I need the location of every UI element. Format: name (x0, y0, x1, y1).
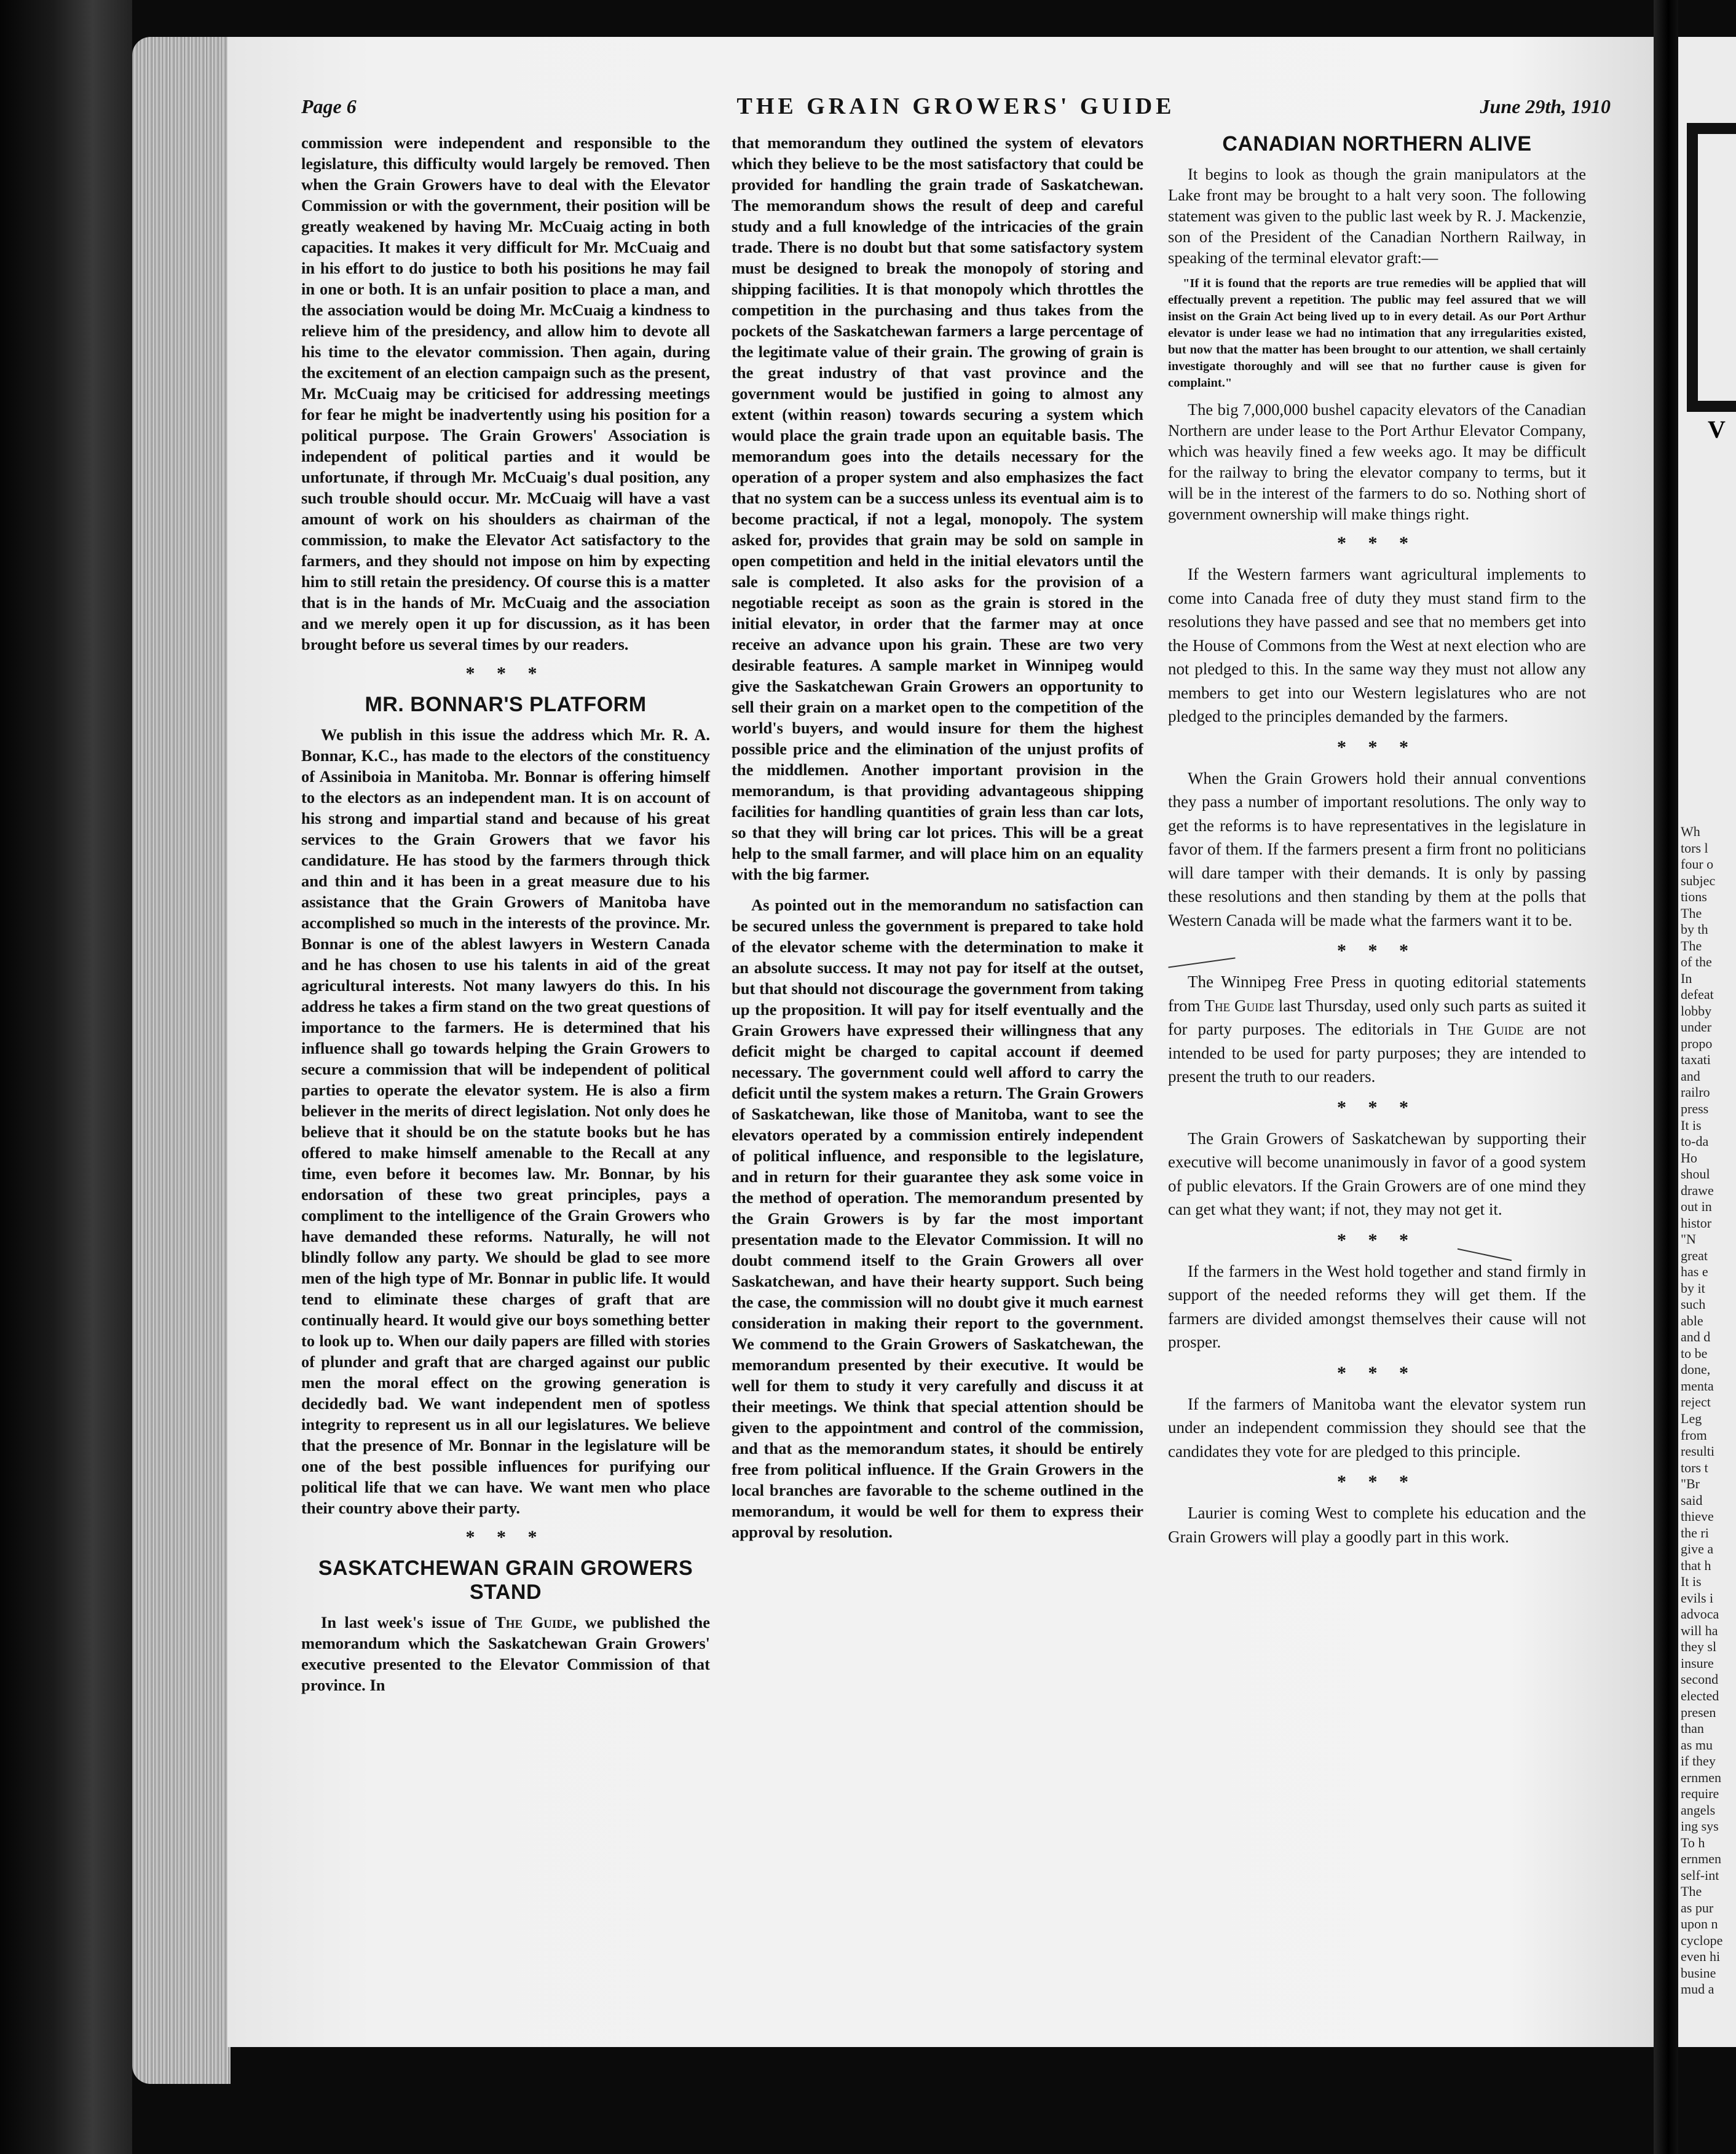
adjacent-text-fragment: than (1681, 1721, 1704, 1736)
quotation-text: "If it is found that the reports are true remedies will be applied that will effectually prevent a repetition. The public may feel assured that we will insist on the Grain Act being lived up to in every detail. As our Port Arthur elevator is under lease we had no intimation that any irregularities existed, but now that the matter has been brought to our attention, we shall certainly investigate thoroughly and will see that no further cause is given for complaint." (1168, 277, 1586, 390)
editorial-note: When the Grain Growers hold their annual conventions they pass a number of important resolutions. The only way to get the reforms is to have representatives in the legislature in favor of them. If the farmers present a firm front no politicians will dare tamper with their demands. It is only by passing these resolutions and then standing by them at the polls that Western Canada will be made what the farmers want it to be. (1168, 768, 1586, 929)
adjacent-text-fragment: give a (1681, 1541, 1714, 1556)
adjacent-text-fragment: The (1681, 1884, 1702, 1899)
text-run: are not intended to be used for party purposes; they are intended to present the truth to our readers. (1168, 1020, 1586, 1086)
ornamental-letter (1687, 123, 1736, 412)
guide-name: The Guide (495, 1613, 573, 1631)
text-run: In last week's issue of (321, 1613, 495, 1631)
adjacent-text-fragment: under (1681, 1019, 1712, 1035)
adjacent-text-fragment: "N (1681, 1231, 1696, 1247)
adjacent-text-fragment: The (1681, 905, 1702, 921)
adjacent-text-fragment: defeat (1681, 987, 1714, 1002)
article-paragraph (301, 1612, 710, 1695)
adjacent-text-fragment: elected (1681, 1688, 1719, 1703)
adjacent-text-fragment: subjec (1681, 873, 1716, 888)
adjacent-text-fragment: self-int (1681, 1868, 1719, 1883)
article-paragraph: that memorandum they outlined the system of elevators which they believe to be the most satisfactory that could be provided for handling the grain trade of Saskatchewan. The memorandum shows the result of deep and careful study and a full knowledge of the intricacies of the grain trade. There is no doubt but that some satisfactory system must be designed to break the monopoly of storing and shipping facilities. It is that monopoly which throttles the competition in the purchasing and thus takes from the pockets of the Saskatchewan farmers a large percentage of the legitimate value of their grain. The growing of grain is the great industry of that vast province and the government would be justified in going to almost any extent (within reason) towards securing a system which would place the grain trade upon an equitable basis. The memorandum goes into the details necessary for the operation of a proper system and also emphasizes the fact that no system can be a success unless its eventual aim is to become practical, if not a legal, monopoly. The system asked for, provides that grain may be sold on sample in open competition and held in the initial elevators until the sale is completed. It also asks for the provision of a negotiable receipt as soon as the grain is stored in the initial elevator, in order that the farmer may at once receive an advance upon his grain. These are two very desirable features. A sample market in Winnipeg would give the Saskatchewan Grain Growers an opportunity to sell their grain on a market open to the competition of the world's buyers, and would insure for them the highest possible price and the elimination of the unjust profits of the middlemen. Another important provision in the memorandum, is that providing advantageous shipping facilities for handling quantities of grain less than car lots, so that they will bring car lot prices. This will be a great help to the small farmer, and will place him on an equality with the big farmer. (732, 133, 1143, 883)
issue-date: June 29th, 1910 (1480, 95, 1611, 117)
adjacent-text-fragment: It is (1681, 1574, 1702, 1589)
page-number: Page 6 (301, 95, 357, 117)
guide-name: The Guide (1204, 996, 1274, 1015)
text-run: , we published the memorandum which the Saskatchewan Grain Growers' executive presented to the Elevator Commission of that province. In (301, 1613, 710, 1694)
adjacent-text-fragment: insure (1681, 1655, 1714, 1671)
article-paragraph: It begins to look as though the grain manipulators at the Lake front may be brought to a halt very soon. The following statement was given to the public last week by R. J. Mackenzie, son of the President of the Canadian Northern Railway, in speaking of the terminal elevator graft:— (1168, 165, 1586, 267)
article-heading: SASKATCHEWAN GRAIN GROWERS STAND (318, 1556, 693, 1604)
adjacent-text-fragment: tions (1681, 889, 1707, 904)
adjacent-text-fragment: "Br (1681, 1476, 1700, 1491)
adjacent-text-fragment: ing sys (1681, 1818, 1719, 1834)
adjacent-text-fragment: busine (1681, 1965, 1716, 1981)
article-paragraph: commission were independent and responsible to the legislature, this difficulty would largely be removed. Then when the Grain Growers have to deal with the Elevator Commission or with the government, their position will be greatly weakened by having Mr. McCuaig acting in both capacities. It makes it very difficult for Mr. McCuaig and in his effort to do justice to both his positions he may fail in one or both. It is an unfair position to place a man, and the association would be doing Mr. McCuaig a kindness to relieve him of the presidency, and allow him to devote all his time to the elevator commission. Then again, during the excitement of an election campaign such as the present, Mr. McCuaig may be criticised for addressing meetings for fear he might be inadvertently using his position for a political purpose. The Grain Growers' Association is independent of political parties and it would be unfortunate, if through Mr. McCuaig's dual position, any such trouble should occur. Mr. McCuaig will have a vast amount of work on his shoulders as chairman of the commission, to make the Elevator Act satisfactory to the farmers, and they should not impose on him by expecting him to still retain the presidency. Of course this is a matter that is in the hands of Mr. McCuaig and the association and we merely open it up for discussion, as it has been brought before us several times by our readers. (301, 133, 710, 653)
article-paragraph: As pointed out in the memorandum no satisfaction can be secured unless the government is prepared to take hold of the elevator scheme with the determination to make it an absolute success. It may not pay for itself at the outset, but that should not discourage the government from taking up the proposition. It will pay for itself eventually and the Grain Growers have expressed their willingness that any deficit might be charged to capital account if deemed necessary. The government could well afford to carry the deficit until the system makes a return. The Grain Growers of Saskatchewan, like those of Manitoba, want to see the elevators operated by a commission entirely independent of political influence, and responsible to the legislature, and in return for their guarantee they ask some voice in the method of operation. The memorandum presented by the Grain Growers is by far the most important presentation made to the Elevator Commission. It will no doubt commend itself to the Grain Growers all over Saskatchewan, and have their hearty support. Such being the case, the commission will no doubt give it much earnest consideration in making their report to the government. We commend to the Grain Growers of Saskatchewan, the memorandum presented by their executive. It would be well for them to study it very carefully and discuss it at their meetings. We think that special attention should be given to the appointment and control of the commission, and that as the memorandum states, it should be entirely free from political influence. If the Grain Growers in the local branches are favorable to the scheme outlined in the memorandum, it would be well for them to express their approval by resolution. (732, 896, 1143, 1541)
adjacent-text-fragment: even hi (1681, 1949, 1721, 1964)
adjacent-text-fragment: taxati (1681, 1052, 1711, 1067)
section-divider: * * * (465, 663, 546, 684)
page-header (301, 95, 1611, 132)
adjacent-text-fragment: and d (1681, 1329, 1711, 1344)
adjacent-text-fragment: lobby (1681, 1003, 1712, 1019)
text-run: last Thursday, used only such parts as suited it for party purposes. The editorials in (1168, 996, 1586, 1038)
adjacent-text-fragment: tors l (1681, 840, 1708, 856)
adjacent-text-fragment: propo (1681, 1036, 1713, 1051)
section-divider: * * * (1337, 1472, 1417, 1492)
adjacent-text-fragment: mud a (1681, 1981, 1714, 1997)
guide-name: The Guide (1447, 1020, 1524, 1038)
adjacent-text-fragment: out in (1681, 1199, 1712, 1214)
section-divider: * * * (1337, 533, 1417, 553)
adjacent-text-fragment: they sl (1681, 1639, 1717, 1654)
adjacent-text-fragment: able (1681, 1313, 1703, 1328)
adjacent-text-fragment: reject (1681, 1394, 1711, 1410)
adjacent-text-fragment: thieve (1681, 1509, 1714, 1524)
adjacent-text-fragment: angels (1681, 1802, 1716, 1818)
adjacent-text-fragment: upon n (1681, 1916, 1718, 1931)
adjacent-text-fragment: resulti (1681, 1443, 1714, 1459)
adjacent-text-fragment: tors t (1681, 1460, 1708, 1475)
adjacent-text-fragment: presen (1681, 1705, 1716, 1720)
editorial-note (1168, 970, 1586, 1089)
adjacent-text-fragment: four o (1681, 856, 1714, 872)
editorial-note: If the Western farmers want agricultural implements to come into Canada free of duty they must stand firm to the resolutions they have passed and see that no members get into the House of Commons from the West at next election who are not pledged to this. In the same way they must not allow any members to get into our Western legislatures who are not pledged to the principles demanded by the farmers. (1168, 565, 1586, 725)
adjacent-text-fragment: will ha (1681, 1623, 1718, 1638)
adjacent-text-fragment: great (1681, 1248, 1708, 1263)
article-heading: CANADIAN NORTHERN ALIVE (1222, 132, 1532, 156)
adjacent-text-fragment: said (1681, 1493, 1703, 1508)
book-page-edges (132, 37, 231, 2084)
adjacent-text-fragment: and (1681, 1068, 1700, 1084)
article-heading: MR. BONNAR'S PLATFORM (365, 693, 647, 716)
text-run: The Winnipeg Free Press in quoting editorial statements from (1168, 972, 1586, 1015)
adjacent-page-fragment (1678, 37, 1736, 2047)
adjacent-text-fragment: from (1681, 1427, 1707, 1443)
adjacent-text-fragment: to-da (1681, 1134, 1709, 1149)
section-divider: * * * (1337, 1229, 1417, 1250)
section-divider: * * * (1337, 736, 1417, 757)
adjacent-text-fragment: ernmen (1681, 1851, 1721, 1866)
adjacent-text-fragment: has e (1681, 1264, 1708, 1279)
section-divider: * * * (1337, 941, 1417, 961)
editorial-note: If the farmers of Manitoba want the elevator system run under an independent commission they should see that the candidates they vote for are pledged to this principle. (1168, 1394, 1586, 1461)
newspaper-page (227, 37, 1654, 2047)
adjacent-text-fragment: by th (1681, 921, 1708, 937)
adjacent-text-fragment: second (1681, 1671, 1719, 1687)
adjacent-text-fragment: if they (1681, 1753, 1716, 1769)
adjacent-text-fragment: press (1681, 1101, 1709, 1116)
adjacent-text-fragment: as mu (1681, 1737, 1713, 1753)
adjacent-text-fragment: histor (1681, 1215, 1712, 1231)
adjacent-text-fragment: Wh (1681, 824, 1700, 839)
adjacent-text-fragment: by it (1681, 1280, 1705, 1296)
adjacent-text-fragment: shoul (1681, 1166, 1710, 1182)
adjacent-text-fragment: advoca (1681, 1606, 1719, 1622)
article-paragraph: We publish in this issue the address which Mr. R. A. Bonnar, K.C., has made to the electors of the constituency of Assiniboia in Manitoba. Mr. Bonnar is offering himself to the electors as an independent man. It is on account of his strong and impartial stand and because of his great services to the Grain Growers that we favor his candidature. He has stood by the farmers through thick and thin and it has been in a great measure due to his assistance that the Grain Growers of Manitoba have accomplished so much in the interests of the province. Mr. Bonnar is one of the ablest lawyers in Western Canada and he has chosen to use his talents in aid of the great agricultural interests. Not many lawyers do this. In his address he takes a firm stand on the two great questions of importance to the farmers. He is determined that his influence shall go towards helping the Grain Growers to secure a commission that will be independent of political parties to operate the elevator system. He is also a firm believer in the merits of direct legislation. Not only does he believe that it should be on the statute books but he has offered to make himself amenable to the Recall at any time, even before it becomes law. Mr. Bonnar, by his endorsation of these two great principles, pays a compliment to the intelligence of the Grain Growers who have demanded these reforms. Naturally, he will not blindly follow any party. We should be glad to see more men of the high type of Mr. Bonnar in public life. It would tend to eliminate these charges of graft that are continually heard. It would give our boys something better to look up to. When our daily papers are filled with stories of plunder and graft that are charged against our public men the moral effect on the growing generation is decidedly bad. We want independent men of spotless integrity to represent us in all our legislatures. We believe that the presence of Mr. Bonnar in the legislature will be one of the best possible influences for purifying our political life that we can have. We want men who place their country above their party. (301, 725, 710, 1517)
adjacent-letter: V (1708, 416, 1726, 443)
section-divider: * * * (1337, 1097, 1417, 1118)
editorial-note: Laurier is coming West to complete his education and the Grain Growers will play a goodly part in this work. (1168, 1504, 1586, 1546)
adjacent-text-fragment: drawe (1681, 1183, 1714, 1198)
adjacent-text-fragment: to be (1681, 1346, 1708, 1361)
adjacent-text-fragment: the ri (1681, 1525, 1709, 1541)
quotation-block (1168, 275, 1586, 392)
editorial-note: If the farmers in the West hold together and stand firmly in support of the needed reforms they will get them. If the farmers are divided amongst themselves their cause will not prosper. (1168, 1261, 1586, 1351)
adjacent-text-fragment: as pur (1681, 1900, 1714, 1915)
adjacent-text-fragment: menta (1681, 1378, 1714, 1394)
masthead-title: THE GRAIN GROWERS' GUIDE (736, 93, 1175, 119)
adjacent-text-fragment: require (1681, 1786, 1719, 1801)
adjacent-text-fragment: To h (1681, 1835, 1705, 1850)
adjacent-text-fragment: Leg (1681, 1411, 1702, 1426)
adjacent-text-fragment: In (1681, 971, 1692, 986)
column-1 (301, 132, 710, 1695)
adjacent-text-fragment: Ho (1681, 1150, 1697, 1166)
adjacent-text-fragment: ernmen (1681, 1770, 1721, 1785)
adjacent-text-fragment: It is (1681, 1118, 1702, 1133)
adjacent-text-fragment: done, (1681, 1362, 1711, 1377)
column-3 (1168, 132, 1586, 1548)
adjacent-text-fragment: evils i (1681, 1590, 1714, 1606)
adjacent-text-fragment: of the (1681, 954, 1712, 969)
section-divider: * * * (465, 1527, 546, 1547)
adjacent-text-fragment: The (1681, 938, 1702, 953)
adjacent-text-fragment: such (1681, 1296, 1706, 1312)
book-gutter (1654, 0, 1678, 2154)
adjacent-text-fragment: railro (1681, 1084, 1710, 1100)
editorial-note: The Grain Growers of Saskatchewan by supporting their executive will become unanimously in favor of a good system of public elevators. If the Grain Growers are of one mind they can get what they want; if not, they may not get it. (1168, 1129, 1586, 1218)
column-2 (732, 132, 1143, 1542)
film-edge (0, 0, 132, 2154)
article-paragraph: The big 7,000,000 bushel capacity elevators of the Canadian Northern are under lease to the Port Arthur Elevator Company, which was heavily fined a few weeks ago. It may be difficult for the railway to bring the elevator company to terms, but it will be in the interest of the farmers to do so. Nothing short of government ownership will make things right. (1168, 400, 1586, 523)
adjacent-text-fragment: that h (1681, 1558, 1711, 1573)
adjacent-text-fragment: cyclope (1681, 1933, 1723, 1948)
section-divider: * * * (1337, 1362, 1417, 1383)
